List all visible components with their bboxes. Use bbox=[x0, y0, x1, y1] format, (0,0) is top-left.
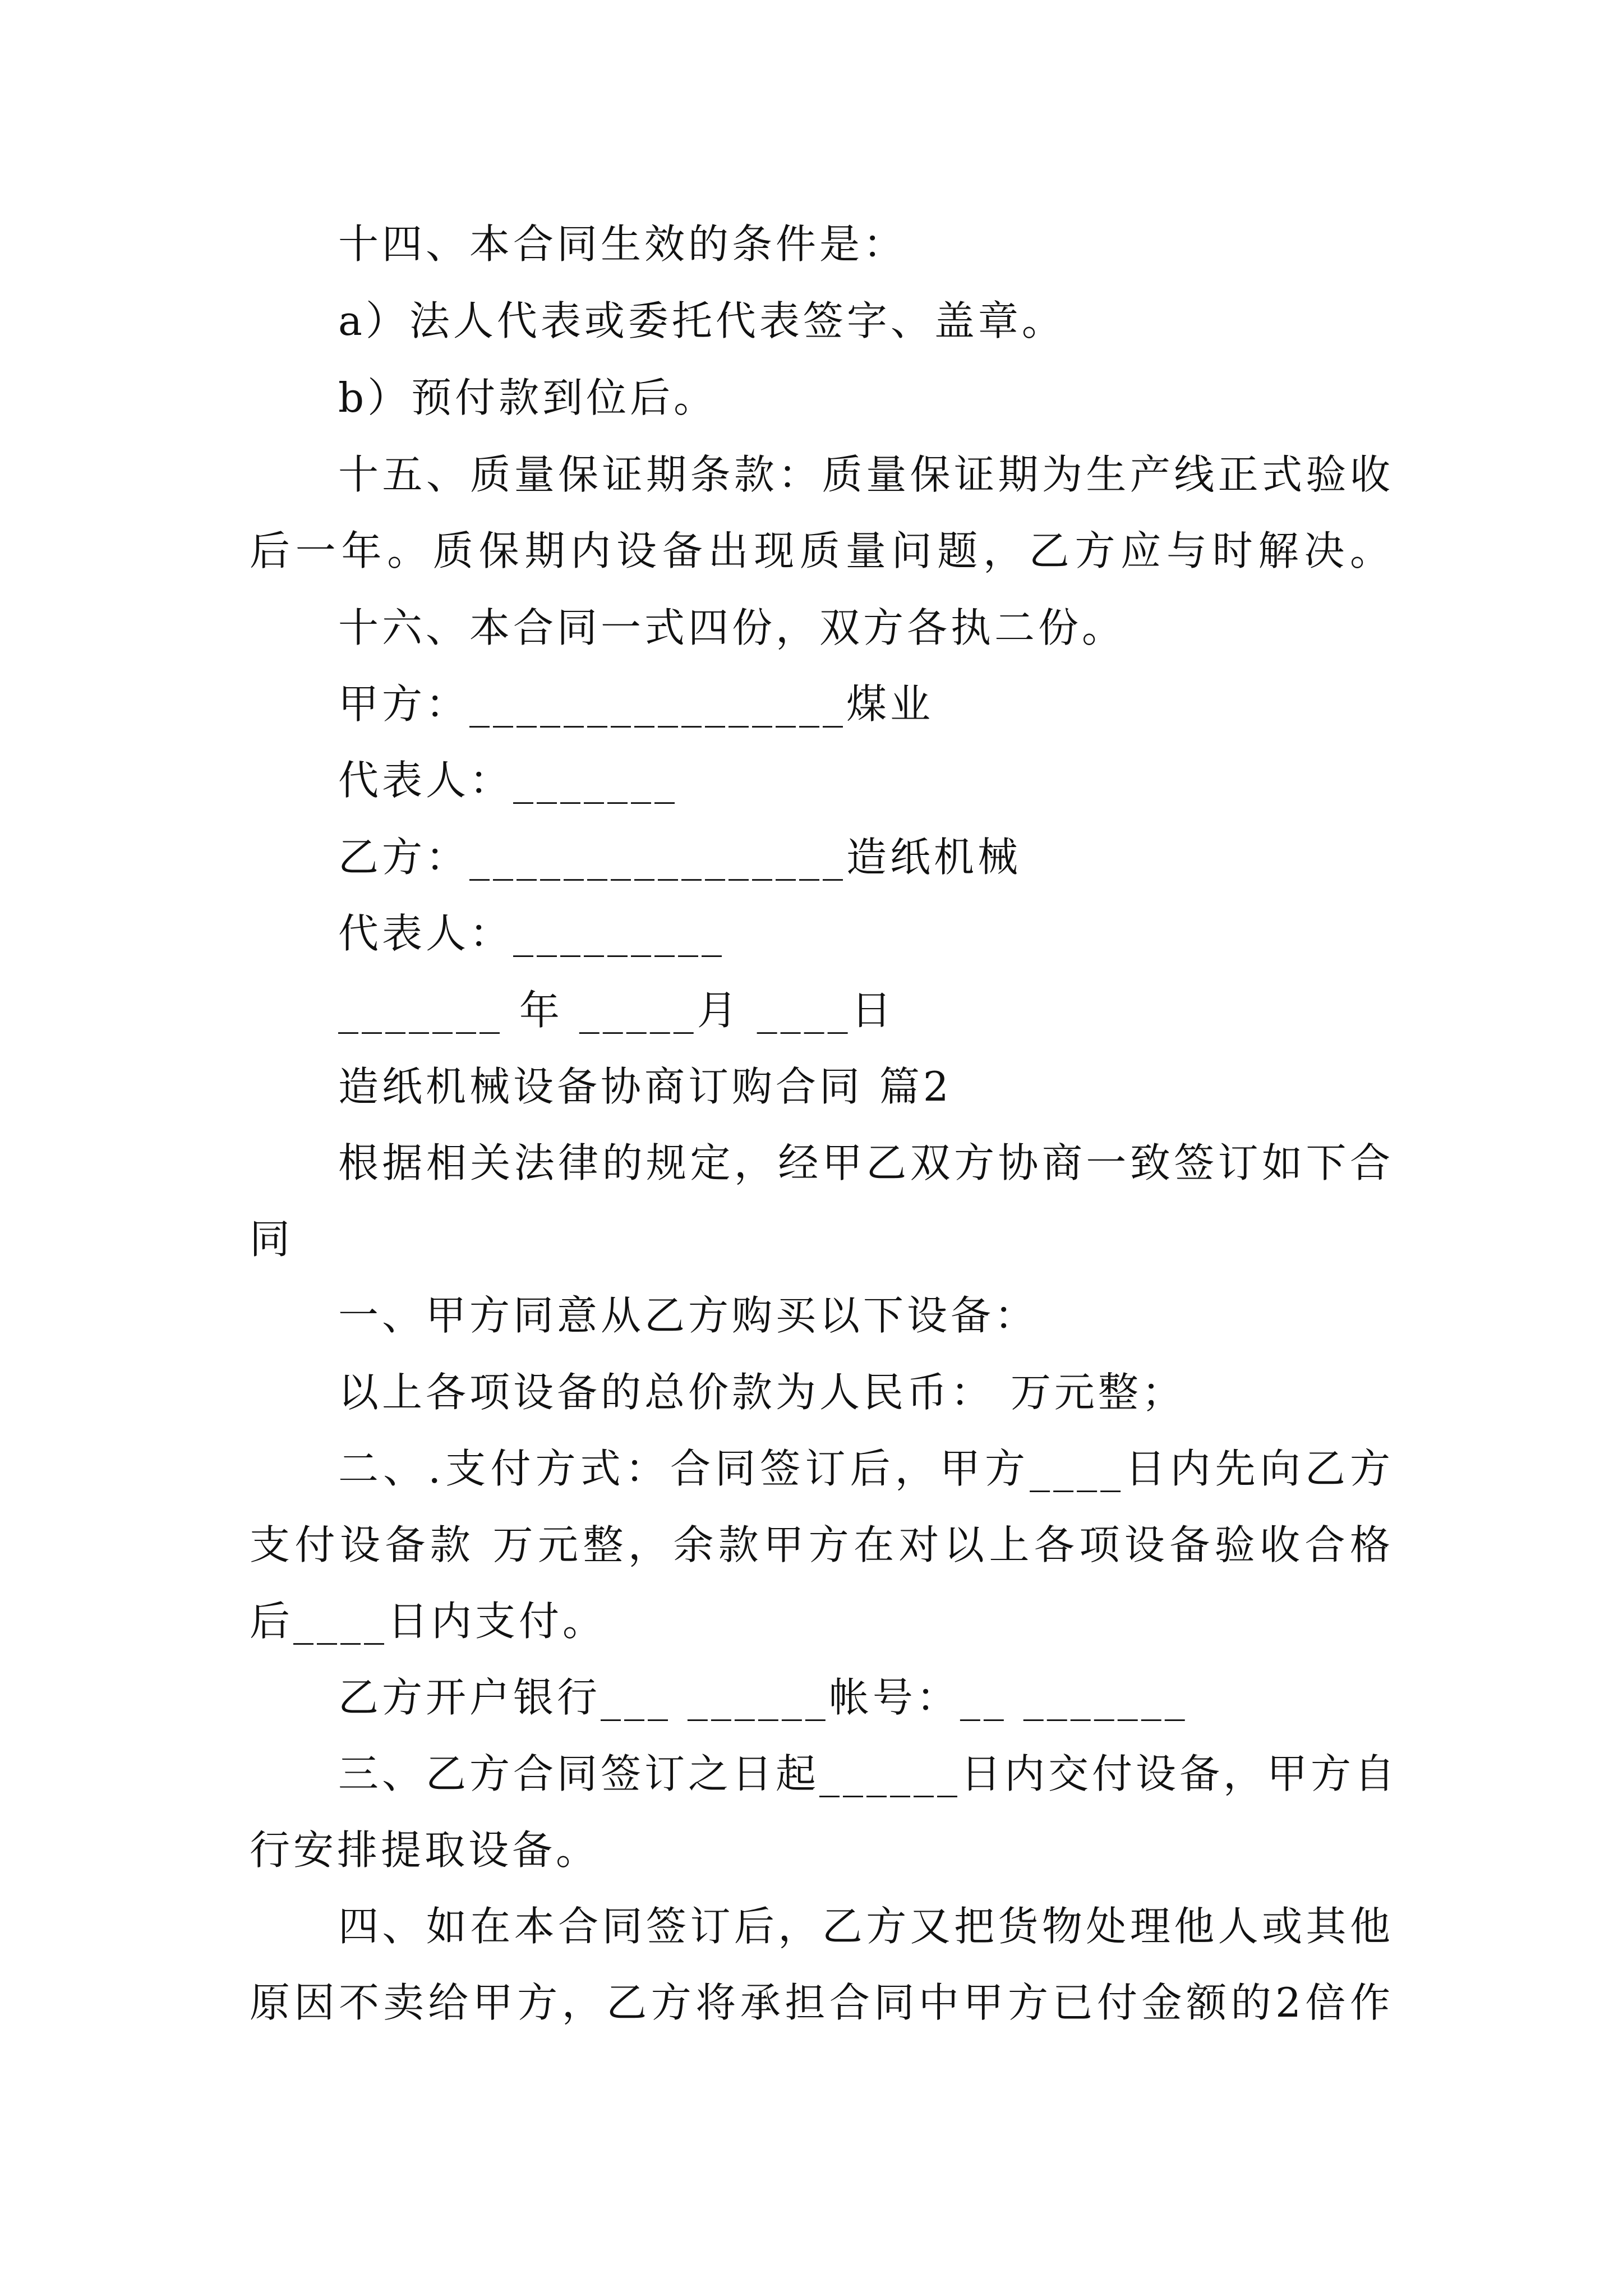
clause-16: 十六、本合同一式四份，双方各执二份。 bbox=[338, 604, 1126, 651]
clause-14-item-a: a）法人代表或委托代表签字、盖章。 bbox=[338, 297, 1066, 344]
clause-1: 一、甲方同意从乙方购买以下设备： bbox=[338, 1292, 1039, 1339]
party-b-representative: 代表人：_________ bbox=[338, 910, 726, 957]
date-line: _______ 年 _____月 ____日 bbox=[338, 987, 895, 1034]
preamble-line-1: 根据相关法律的规定，经甲乙双方协商一致签订如下合 bbox=[338, 1139, 1394, 1186]
clause-2-line-1: 二、.支付方式：合同签订后，甲方____日内先向乙方 bbox=[338, 1445, 1394, 1492]
clause-14-title: 十四、本合同生效的条件是： bbox=[338, 220, 907, 268]
clause-15-line-1: 十五、质量保证期条款：质量保证期为生产线正式验收 bbox=[338, 451, 1394, 498]
clause-4-line-1: 四、如在本合同签订后，乙方又把货物处理他人或其他 bbox=[338, 1903, 1394, 1950]
clause-3-line-1: 三、乙方合同签订之日起______日内交付设备，甲方自 bbox=[338, 1750, 1399, 1797]
bank-account-line: 乙方开户银行___ ______帐号：__ _______ bbox=[338, 1674, 1188, 1721]
party-a-representative: 代表人：_______ bbox=[338, 757, 679, 804]
clause-3-line-2: 行安排提取设备。 bbox=[250, 1826, 600, 1874]
clause-4-line-2: 原因不卖给甲方，乙方将承担合同中甲方已付金额的2倍作 bbox=[250, 1979, 1394, 2026]
total-price-line: 以上各项设备的总价款为人民币： 万元整； bbox=[338, 1369, 1186, 1416]
clause-2-line-2: 支付设备款 万元整，余款甲方在对以上各项设备验收合格 bbox=[250, 1521, 1394, 1568]
clause-14-item-b: b）预付款到位后。 bbox=[338, 374, 718, 421]
party-a-line: 甲方：________________煤业 bbox=[338, 680, 934, 728]
section-title: 造纸机械设备协商订购合同 篇2 bbox=[338, 1063, 952, 1110]
preamble-line-2: 同 bbox=[250, 1216, 294, 1263]
party-b-line: 乙方：________________造纸机械 bbox=[338, 834, 1022, 881]
clause-2-line-3: 后____日内支付。 bbox=[250, 1598, 607, 1645]
clause-15-line-2: 后一年。质保期内设备出现质量问题，乙方应与时解决。 bbox=[250, 527, 1394, 574]
